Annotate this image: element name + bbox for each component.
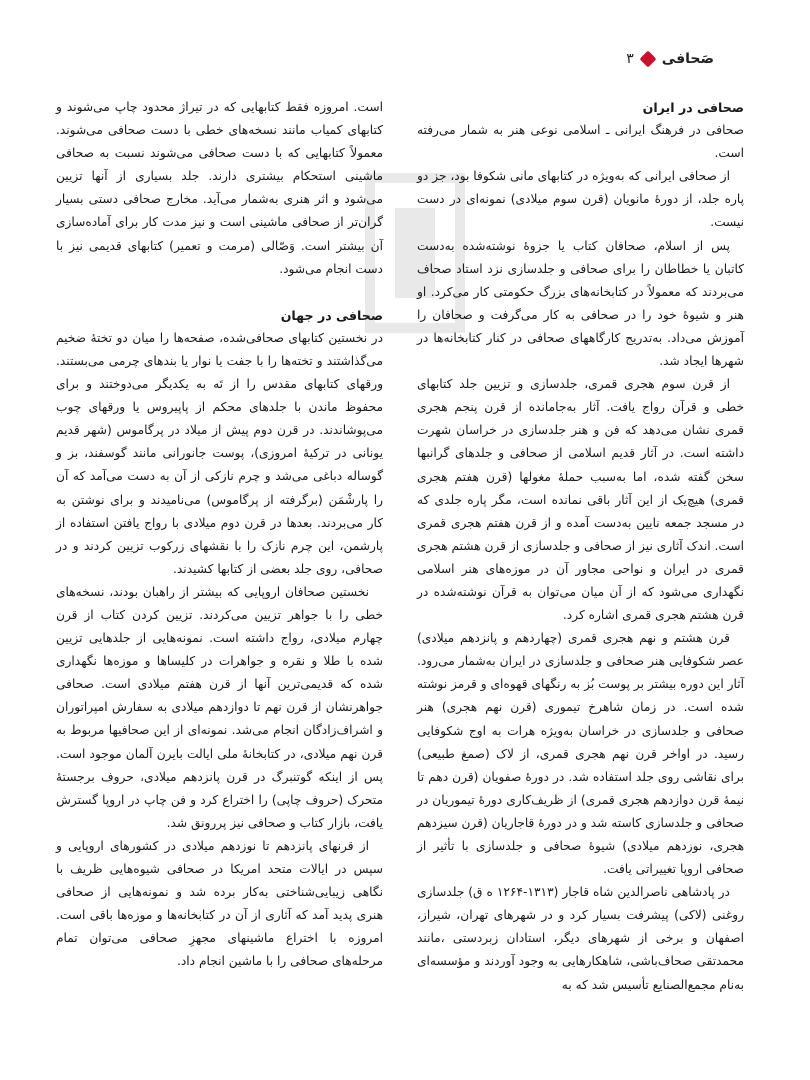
page-number: ۳ [626,51,634,67]
section-heading-iran: صحافی در ایران [642,100,744,115]
left-column [56,96,383,1064]
paragraph: پس از اسلام، صحافان کتاب یا جزوهٔ نوشته‌شده به‌دست کاتبان یا خطاطان را برای صحافی و جلدسازی نزد استاد صحاف می‌بردند که معمولاً در کتابخانه‌های بزرگ حکومتی کار می‌کرد. او هنر و شیوهٔ خود را در صحافی به کار می‌گرفت و صحافان را آموزش می‌داد. به‌تدریج کارگاههای صحافی در کنار کتابخانه‌ها در شهرها ایجاد شد. [417,238,744,369]
running-title: صَحافی [661,51,714,67]
diamond-ornament-icon [639,51,656,68]
paragraph: از قرن سوم هجری قمری، جلدسازی و تزیین جلد کتابهای خطی و قرآن رواج یافت. آثار به‌جامانده از قرن پنجم هجری قمری نشان می‌دهد که فن و هنر جلدسازی در خراسان شهرت داشته است. در آثار قدیم اسلامی از صحافی و جلدهای گرانبها سخن گفته شده، اما به‌سبب حملهٔ مغولها (قرن هفتم هجری قمری) هیچ‌یک از این آثار باقی نمانده است، مگر پاره جلدی که در مسجد جمعه نایین به‌دست آمده و از قرن هفتم هجری قمری است. اندک آثاری نیز از صحافی و جلدسازی از قرن هشتم هجری قمری در ایران و نواحی مجاور آن در موزه‌های هنر اسلامی نگهداری می‌شود که از آن میان می‌توان به قرآن نوشته‌شده در قرن هشتم هجری قمری اشاره کرد. [417,377,744,623]
right-column [417,96,744,1064]
page-header [60,44,714,74]
paragraph: از صحافی ایرانی که به‌ویژه در کتابهای مانی شکوفا بود، جز دو پاره جلد، از دورهٔ مانویان (قرن سوم میلادی) نمونه‌ای در دست نیست. [417,169,744,230]
paragraph: نخستین صحافان اروپایی که بیشتر از راهبان بودند، نسخه‌های خطی را با جواهر تزیین می‌کردند. تزیین کردن کتاب از قرن چهارم میلادی، رواج داشته است. نمونه‌هایی از جلدهایی تزیین شده با طلا و نقره و جواهرات در کلیساها و موزه‌ها نگهداری شده که قدیمی‌ترین آنها از قرن هفتم میلادی است. صحافی جواهرنشان از قرن نهم تا دوازدهم میلادی به سفارش امپراتوران و اشراف‌زادگان انجام می‌شد. نمونه‌ای از این صحافیها مربوط به قرن نهم میلادی، در کتابخانهٔ ملی ایالت بایرن آلمان موجود است. پس از اینکه گوتنبرگ در قرن پانزدهم میلادی، حروف برجستهٔ متحرک (حروف چاپی) را اختراع کرد و فن چاپ در اروپا گسترش یافت، بازار کتاب و صحافی نیز پررونق شد. [56,584,383,830]
paragraph-continued: است. امروزه فقط کتابهایی که در تیراژ محدود چاپ می‌شوند و کتابهای کمیاب مانند نسخه‌های خطی با دست صحافی می‌شوند. معمولاً کتابهایی که با دست صحافی می‌شوند نسبت به صحافی ماشینی استحکام بیشتری دارند. جلد بسیاری از آنها تزیین می‌شود و اثر هنری به‌شمار می‌آید. مخارج صحافی دستی بسیار گران‌تر از صحافی ماشینی است و نیز مدت کار برای آماده‌سازی آن بیشتر است. وَصّالی (مرمت و تعمیر) کتابهای قدیمی نیز با دست انجام می‌شود. [56,100,383,276]
paragraph: در پادشاهی ناصرالدین شاه قاجار (۱۳۱۳-۱۲۶۴ ه ق) جلدسازی روغنی (لاکی) پیشرفت بسیار کرد و در شهرهای تهران، شیراز، اصفهان و برخی از شهرهای دیگر، استادان زبردستی ،مانند محمدتقی صحاف‌باشی، شاهکارهایی به وجود آوردند و مؤسسه‌ای به‌نام مجمع‌الصنایع تأسیس شد که به [417,885,744,992]
section-heading-world: صحافی در جهان [280,307,383,323]
paragraph: از قرنهای پانزدهم تا نوزدهم میلادی در کشورهای اروپایی و سپس در ایالات متحد امریکا در صحافی شیوه‌هایی ظریف با نگاهی زیبایی‌شناختی به‌کار برده شد و نمونه‌هایی از صحافی هنری پدید آمد که آثاری از آن در کتابخانه‌ها و موزه‌ها باقی است. امروزه با اختراع ماشینهای مجهزِ صحافی می‌توان تمام مرحله‌های صحافی را با ماشین انجام داد. [56,838,383,969]
paragraph: صحافی در فرهنگ ایرانی ـ اسلامی نوعی هنر به شمار می‌رفته است. [417,123,744,161]
paragraph: در نخستین کتابهای صحافی‌شده، صفحه‌ها را میان دو تختهٔ ضخیم می‌گذاشتند و تخته‌ها را با جفت یا نوار یا بندهای چرمی می‌بستند. ورقهای کتابهای مقدس را از تَه به یکدیگر می‌دوختند و برای محفوظ ماندن با جلدهای محکم از پاپیروس یا ورقهای چوب می‌پوشاندند. در قرن دوم پیش از میلاد در پرگاموس (شهر قدیم یونانی در ترکیهٔ امروزی)، پوست جانورانی مانند گوسفند، بز و گوساله دباغی می‌شد و چرم نازکی از آن به دست می‌آمد که آن را پارشْمَن (برگرفته از پرگاموس) می‌نامیدند و برای نوشتن به کار می‌بردند. بعدها در قرن دوم میلادی با رواج یافتن استفاده از پارشمن، این چرم نازک را با نقشهای زرکوب تزیین کردند و در صحافی، روی جلد بعضی از کتابها کشیدند. [56,330,383,576]
paragraph: قرن هشتم و نهم هجری قمری (چهاردهم و پانزدهم میلادی) عصر شکوفایی هنر صحافی و جلدسازی در ایران به‌شمار می‌رود. آثار این دوره بیشتر بر پوست بُز به رنگهای قهوه‌ای و قرمز نوشته شده است. در زمان شاهرخ تیموری (قرن نهم هجری) هنر صحافی و جلدسازی در خراسان به‌ویژه هرات به اوج شکوفایی رسید. در اواخر قرن نهم هجری قمری، از لاک (صمغ طبیعی) برای نقاشی روی جلد استفاده شد. در دورهٔ صفویان (قرن دهم تا نیمهٔ قرن دوازدهم هجری قمری) از ظریف‌کاری دورهٔ تیموریان در صحافی و جلدسازی کاسته شد و در دورهٔ قاجاریان (قرن سیزدهم هجری، نوزدهم میلادی) شیوهٔ صحافی و جلدسازی با تأثیر از صحافی اروپا تغییراتی یافت. [417,631,744,877]
article-body [56,96,744,1064]
